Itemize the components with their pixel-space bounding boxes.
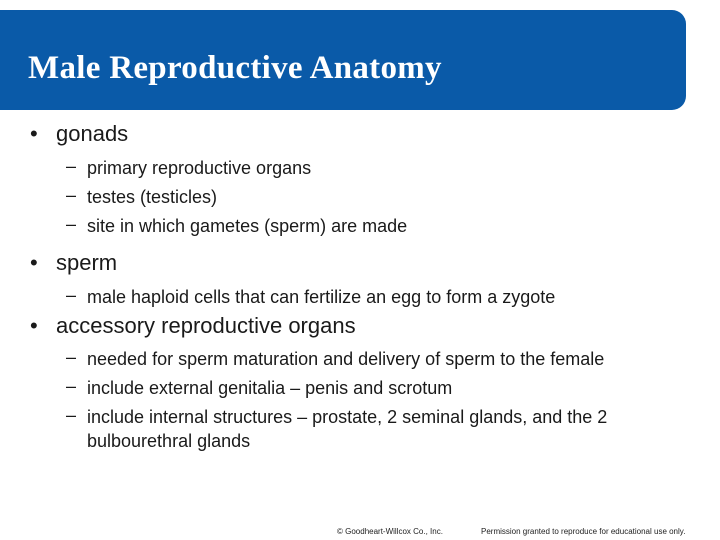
sub-item: [66, 285, 686, 309]
bullet-heading: gonads: [56, 121, 129, 146]
sub-item-text: male haploid cells that can fertilize an egg to form a zygote: [87, 287, 556, 307]
sub-item: [66, 214, 686, 238]
dash-icon: –: [66, 376, 77, 396]
slide-title: Male Reproductive Anatomy: [28, 50, 442, 86]
dash-icon: –: [66, 214, 77, 234]
dash-icon: –: [66, 185, 77, 205]
sub-item: [66, 376, 686, 400]
sub-item-text: testes (testicles): [87, 187, 218, 207]
dash-icon: –: [66, 285, 77, 305]
bullet-gonads: [30, 121, 128, 147]
sub-item: [66, 185, 686, 209]
sub-item-text: site in which gametes (sperm) are made: [87, 216, 408, 236]
bullet-icon: •: [30, 250, 38, 275]
bullet-icon: •: [30, 121, 38, 146]
title-bar: [0, 10, 686, 110]
bullet-sperm: [30, 250, 117, 276]
sub-item-text: needed for sperm maturation and delivery of sperm to the female: [87, 349, 605, 369]
bullet-heading: accessory reproductive organs: [56, 313, 356, 338]
footer-copyright: © Goodheart-Willcox Co., Inc.: [337, 527, 443, 536]
sub-item-text: include internal structures – prostate, 2 seminal glands, and the 2 bulbourethral glands: [87, 407, 608, 451]
footer-permission: Permission granted to reproduce for educational use only.: [481, 527, 686, 536]
bullet-icon: •: [30, 313, 38, 338]
bullet-accessory-organs: [30, 313, 356, 339]
dash-icon: –: [66, 347, 77, 367]
dash-icon: –: [66, 156, 77, 176]
dash-icon: –: [66, 405, 77, 425]
sub-item-text: include external genitalia – penis and scrotum: [87, 378, 453, 398]
sub-item: [66, 405, 686, 453]
sub-item: [66, 347, 686, 371]
sub-item: [66, 156, 686, 180]
bullet-heading: sperm: [56, 250, 118, 275]
sub-item-text: primary reproductive organs: [87, 158, 312, 178]
